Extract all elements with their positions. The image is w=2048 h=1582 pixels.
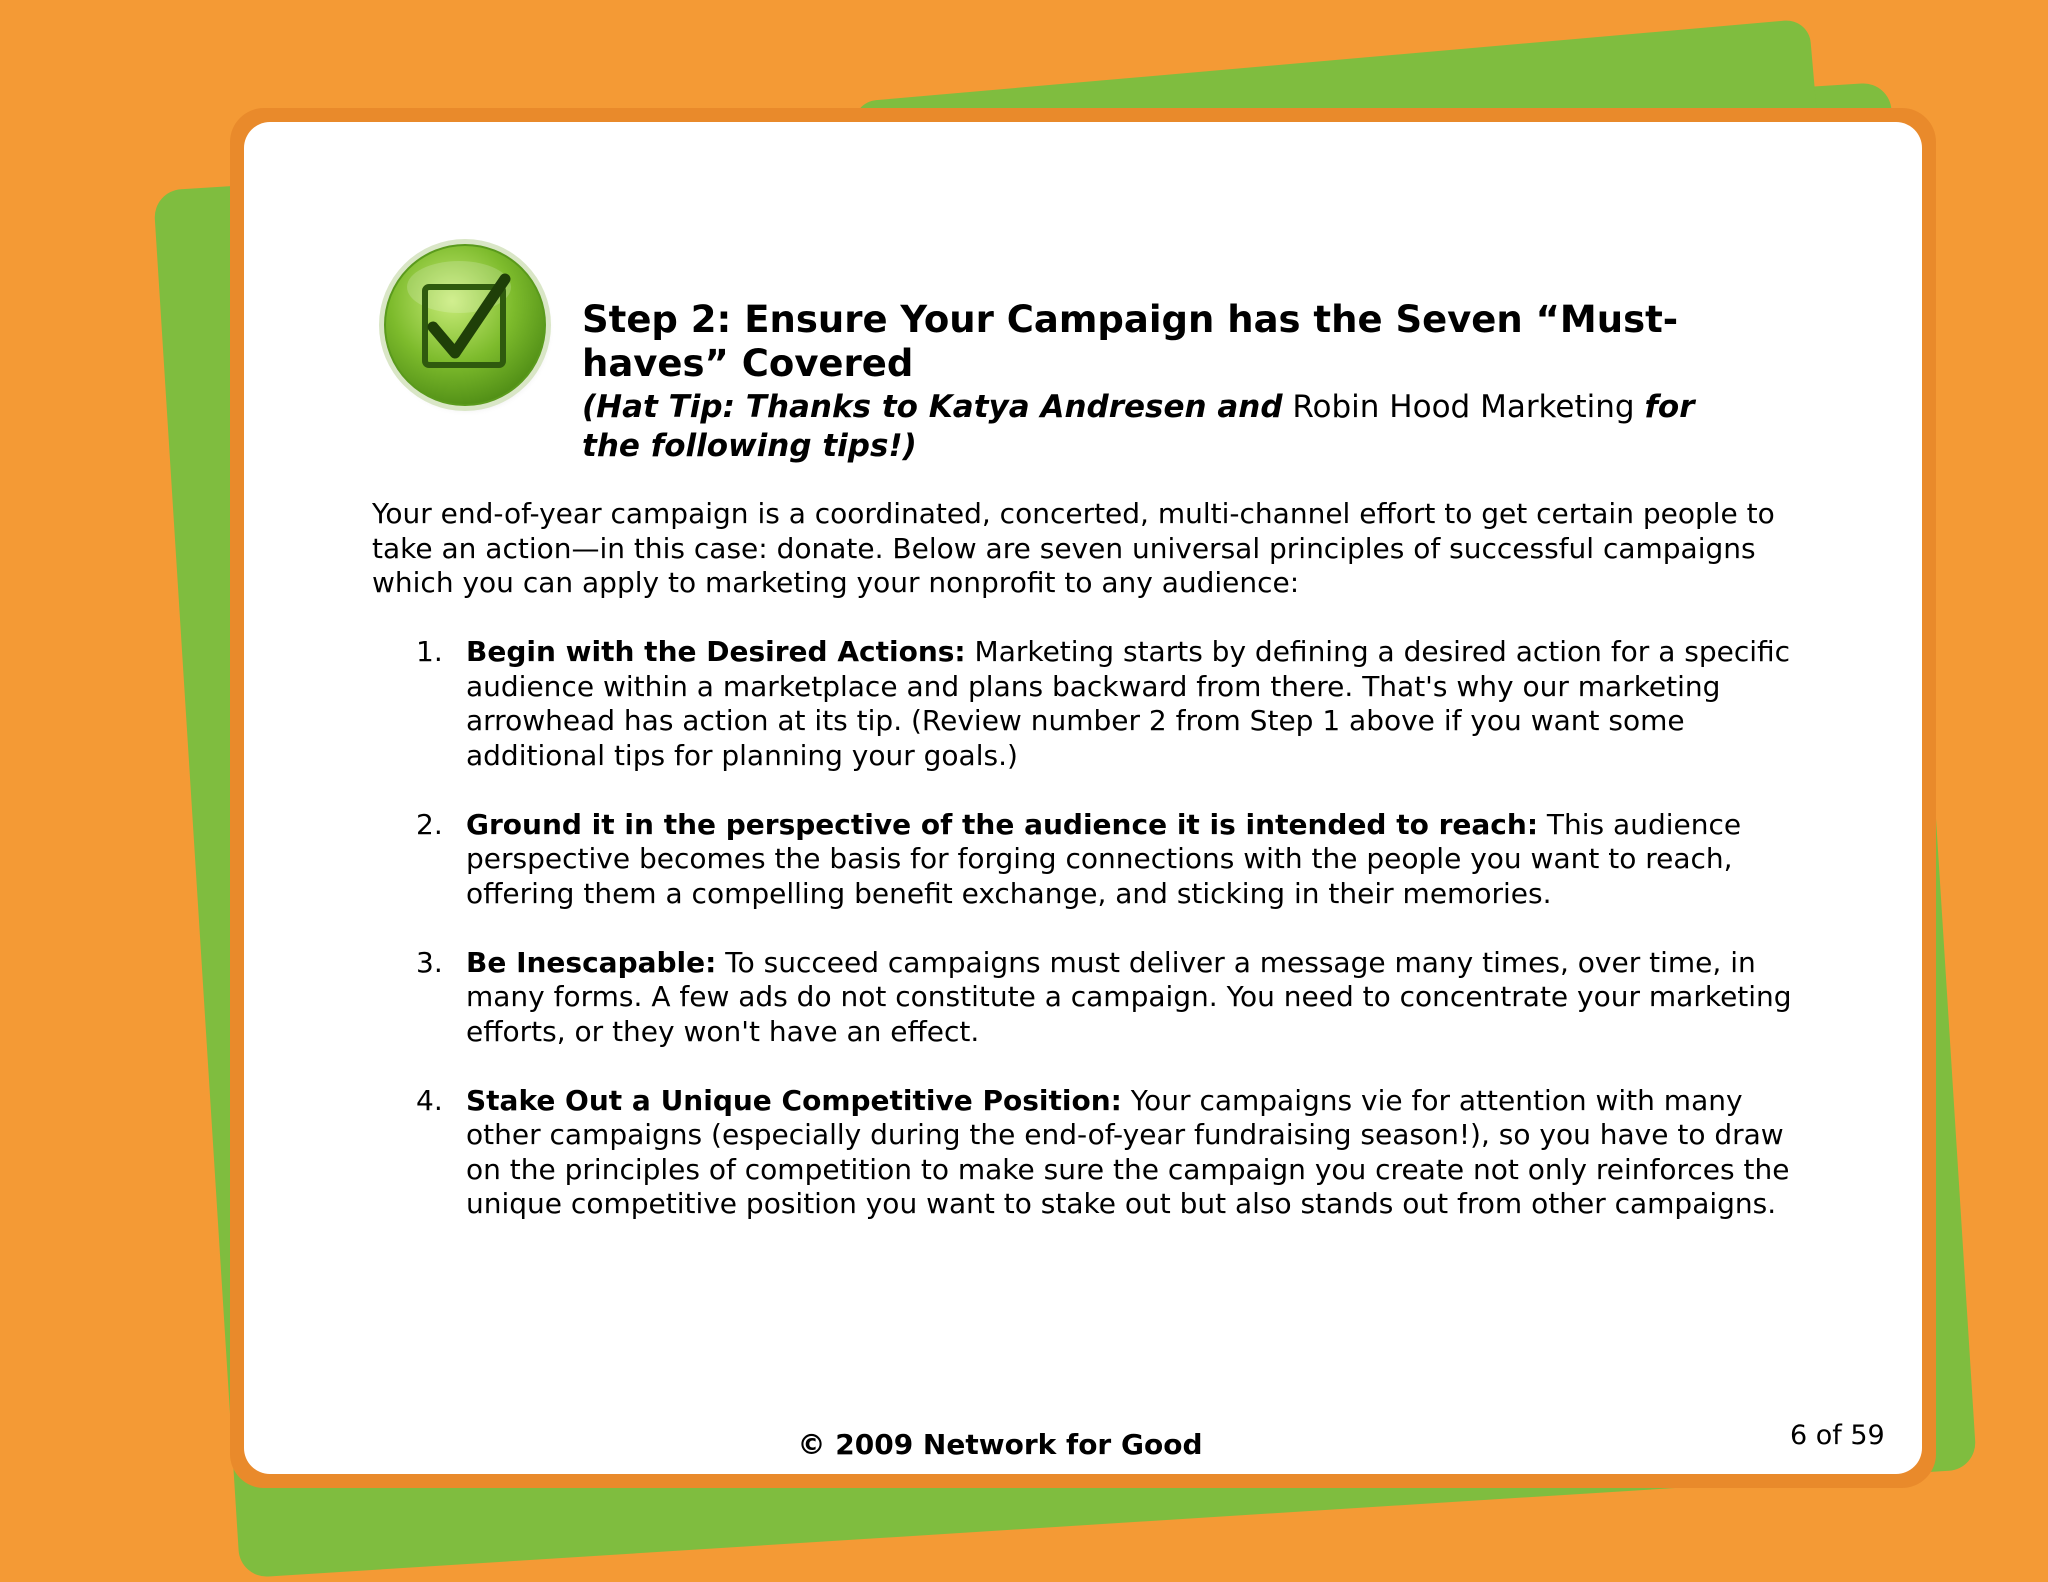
list-item-number: 3. (416, 945, 443, 979)
intro-paragraph: Your end-of-year campaign is a coordinated, concerted, multi-channel effort to get certain people to take an action—in this case: donate. Below are seven universal principles of successful campaigns which you can apply to marketing your nonprofit to any audience: (372, 497, 1775, 599)
list-item-text: To succeed campaigns must deliver a message many times, over time, in many forms. A few ads do not constitute a campaign. You need to concentrate your marketing efforts, or they won't have an effect. (466, 945, 1792, 1048)
step-heading: Step 2: Ensure Your Campaign has the Seven “Must-haves” Covered (582, 298, 1679, 385)
hat-tip-suffix: for the following tips!) (582, 389, 1695, 464)
list-item-text: Your campaigns vie for attention with many other campaigns (especially during the end-of-year fundraising season!), so you have to draw on the principles of competition to make sure the campaign you create not only reinforces the unique competitive position you want to stake out but also stands out from other campaigns. (466, 1083, 1790, 1220)
hat-tip-source: Robin Hood Marketing (1292, 389, 1635, 425)
list-item-lead: Ground it in the perspective of the audience it is intended to reach: (466, 807, 1539, 841)
list-item (372, 808, 1792, 912)
green-checkbox-icon (375, 235, 555, 415)
copyright-footer: © 2009 Network for Good (797, 1428, 1203, 1461)
hat-tip-prefix: (Hat Tip: Thanks to Katya Andresen and (582, 389, 1283, 425)
list-item-number: 1. (416, 635, 443, 668)
list-item (372, 1084, 1792, 1222)
list-item-text: This audience perspective becomes the basis for forging connections with the people you want to reach, offering them a compelling benefit exchange, and sticking in their memories. (466, 807, 1742, 910)
list-item-lead: Stake Out a Unique Competitive Position: (466, 1083, 1122, 1117)
list-item-lead: Be Inescapable: (466, 945, 717, 979)
list-item (372, 946, 1792, 1050)
hat-tip-credit (582, 388, 1732, 466)
principles-list (372, 635, 1792, 1256)
list-item-number: 2. (416, 807, 443, 841)
list-item-lead: Begin with the Desired Actions: (466, 635, 966, 668)
list-item (372, 635, 1792, 773)
page-number: 6 of 59 (1790, 1420, 1885, 1451)
list-item-number: 4. (416, 1083, 443, 1117)
list-item-text: Marketing starts by defining a desired action for a specific audience within a marketplace and plans backward from there. That's why our marketing arrowhead has action at its tip. (Review number 2 from Step 1 above if you want some additional tips for planning your goals.) (466, 635, 1791, 772)
